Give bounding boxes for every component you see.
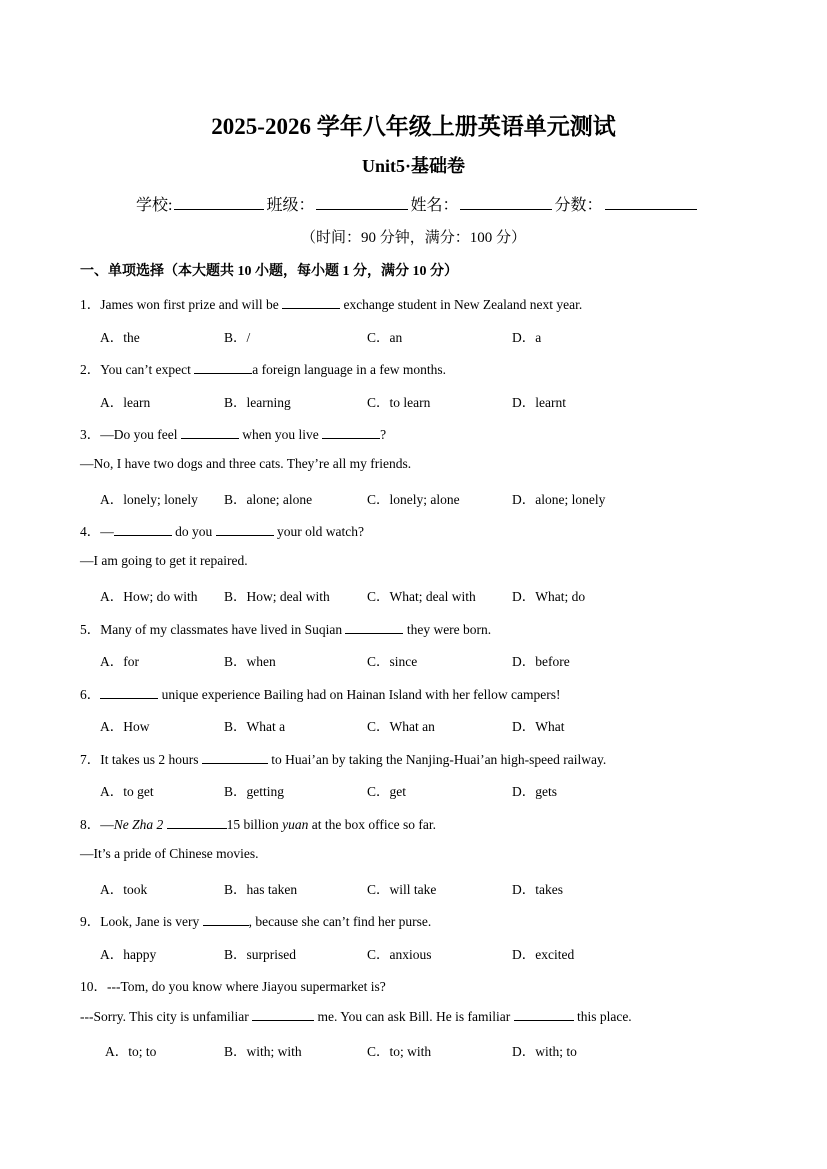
option-b[interactable]: B．has taken (224, 882, 298, 897)
question-5-stem: 5．Many of my classmates have lived in Suqian they were born. (80, 622, 492, 637)
question-10-dialog: ---Sorry. This city is unfamiliar me. You can ask Bill. He is familiar this place. (80, 1009, 632, 1024)
option-c[interactable]: C．will take (367, 882, 437, 897)
option-a[interactable]: A．learn (100, 395, 151, 410)
question-8-dialog: —It’s a pride of Chinese movies. (80, 846, 259, 861)
option-b[interactable]: B．surprised (224, 947, 296, 962)
option-d[interactable]: D．gets (512, 784, 557, 799)
option-a[interactable]: A．took (100, 882, 148, 897)
option-b[interactable]: B．with; with (224, 1044, 302, 1059)
school-label: 学校: (136, 197, 173, 214)
name-blank (460, 195, 552, 210)
option-d[interactable]: D．before (512, 654, 570, 669)
option-b[interactable]: B．learning (224, 395, 291, 410)
option-a[interactable]: A．lonely; lonely (100, 492, 198, 507)
score-blank (605, 195, 697, 210)
class-blank (316, 195, 408, 210)
class-label: 班级： (266, 197, 315, 214)
option-d[interactable]: D．What (512, 719, 565, 734)
option-c[interactable]: C．get (367, 784, 406, 799)
question-4-dialog: —I am going to get it repaired. (80, 553, 248, 568)
score-label: 分数： (554, 197, 603, 214)
student-info-line (136, 192, 699, 215)
option-d[interactable]: D．What; do (512, 589, 586, 604)
option-b[interactable]: B．getting (224, 784, 284, 799)
section-heading: 一、单项选择（本大题共 10 小题，每小题 1 分，满分 10 分） (80, 264, 458, 279)
question-3-stem: 3．—Do you feel when you live ? (80, 427, 387, 442)
option-b[interactable]: B．What a (224, 719, 286, 734)
option-a[interactable]: A．How; do with (100, 589, 198, 604)
option-c[interactable]: C．What; deal with (367, 589, 476, 604)
option-d[interactable]: D．alone; lonely (512, 492, 606, 507)
option-c[interactable]: C．lonely; alone (367, 492, 460, 507)
option-a[interactable]: A．to; to (105, 1044, 157, 1059)
question-1-stem: 1．James won first prize and will be exchange student in New Zealand next year. (80, 297, 583, 312)
option-c[interactable]: C．an (367, 330, 403, 345)
option-d[interactable]: D．takes (512, 882, 563, 897)
question-4-stem: 4．— do you your old watch? (80, 524, 364, 539)
option-a[interactable]: A．happy (100, 947, 157, 962)
option-c[interactable]: C．What an (367, 719, 435, 734)
option-d[interactable]: D．excited (512, 947, 575, 962)
option-d[interactable]: D．a (512, 330, 542, 345)
option-c[interactable]: C．to; with (367, 1044, 432, 1059)
option-b[interactable]: B．alone; alone (224, 492, 313, 507)
option-d[interactable]: D．learnt (512, 395, 566, 410)
option-a[interactable]: A．How (100, 719, 150, 734)
option-a[interactable]: A．to get (100, 784, 154, 799)
question-8-stem: 8．—Ne Zha 2 15 billion yuan at the box office so far. (80, 817, 436, 832)
name-label: 姓名： (410, 197, 459, 214)
question-2-stem: 2．You can’t expect a foreign language in a few months. (80, 362, 447, 377)
option-c[interactable]: C．to learn (367, 395, 431, 410)
time-info: （时间：90 分钟，满分：100 分） (300, 230, 526, 246)
exam-title: 2025-2026 学年八年级上册英语单元测试 (211, 114, 616, 139)
option-b[interactable]: B．How; deal with (224, 589, 330, 604)
question-9-stem: 9．Look, Jane is very , because she can’t find her purse. (80, 914, 432, 929)
exam-subtitle: Unit5·基础卷 (361, 156, 465, 176)
option-d[interactable]: D．with; to (512, 1044, 577, 1059)
option-b[interactable]: B．when (224, 654, 276, 669)
question-3-dialog: —No, I have two dogs and three cats. They’re all my friends. (80, 456, 412, 471)
option-a[interactable]: A．the (100, 330, 140, 345)
option-a[interactable]: A．for (100, 654, 139, 669)
question-10-stem: 10．---Tom, do you know where Jiayou supermarket is? (80, 979, 386, 994)
school-blank (174, 195, 264, 210)
option-c[interactable]: C．since (367, 654, 418, 669)
question-7-stem: 7．It takes us 2 hours to Huai’an by taking the Nanjing-Huai’an high-speed railway. (80, 752, 607, 767)
question-6-stem: 6． unique experience Bailing had on Hainan Island with her fellow campers! (80, 687, 561, 702)
option-b[interactable]: B．/ (224, 330, 251, 345)
option-c[interactable]: C．anxious (367, 947, 432, 962)
